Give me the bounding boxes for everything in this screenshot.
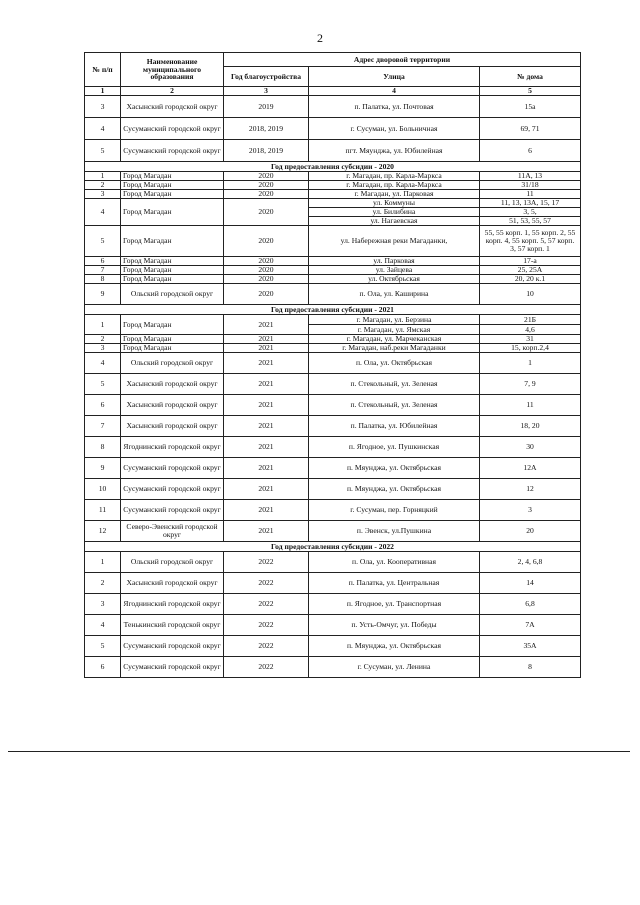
table-row <box>85 199 581 208</box>
row-number: 9 <box>85 458 121 479</box>
municipality: Город Магадан <box>121 257 224 266</box>
index-cell: 5 <box>480 87 581 96</box>
house-number: 4,6 <box>480 325 581 335</box>
house-number: 11А, 13 <box>480 172 581 181</box>
improvement-year: 2020 <box>224 181 309 190</box>
municipality: Сусуманский городской округ <box>121 458 224 479</box>
header-num: № п/п <box>85 53 121 87</box>
table-row <box>85 437 581 458</box>
table-row <box>85 344 581 353</box>
row-number: 6 <box>85 657 121 678</box>
house-number: 2, 4, 6,8 <box>480 552 581 573</box>
house-number: 7А <box>480 615 581 636</box>
row-number: 5 <box>85 226 121 257</box>
improvement-year: 2021 <box>224 500 309 521</box>
house-number: 7, 9 <box>480 374 581 395</box>
street: п. Палатка, ул. Почтовая <box>309 96 480 118</box>
row-number: 4 <box>85 615 121 636</box>
house-number: 30 <box>480 437 581 458</box>
street: п. Мяунджа, ул. Октябрьская <box>309 458 480 479</box>
municipality: Сусуманский городской округ <box>121 140 224 162</box>
header-street: Улица <box>309 67 480 87</box>
improvement-year: 2021 <box>224 458 309 479</box>
page-number: 2 <box>317 31 323 45</box>
house-number: 25, 25А <box>480 266 581 275</box>
table-row <box>85 190 581 199</box>
street: ул. Парковая <box>309 257 480 266</box>
row-number: 4 <box>85 118 121 140</box>
house-number: 14 <box>480 573 581 594</box>
table-row <box>85 573 581 594</box>
municipality: Ягоднинский городской округ <box>121 437 224 458</box>
municipality: Хасынский городской округ <box>121 416 224 437</box>
row-number: 3 <box>85 344 121 353</box>
header-year: Год благоустройства <box>224 67 309 87</box>
street: п. Ягодное, ул. Пушкинская <box>309 437 480 458</box>
improvement-year: 2020 <box>224 190 309 199</box>
municipality: Ольский городской округ <box>121 284 224 305</box>
house-number: 12 <box>480 479 581 500</box>
municipality: Город Магадан <box>121 266 224 275</box>
house-number: 20, 20 к.1 <box>480 275 581 284</box>
improvement-year: 2021 <box>224 374 309 395</box>
row-number: 5 <box>85 374 121 395</box>
row-number: 3 <box>85 190 121 199</box>
index-cell: 3 <box>224 87 309 96</box>
street: п. Ягодное, ул. Транспортная <box>309 594 480 615</box>
section-row <box>85 162 581 172</box>
improvement-year: 2020 <box>224 257 309 266</box>
table-row <box>85 226 581 257</box>
street: п. Стекольный, ул. Зеленая <box>309 374 480 395</box>
improvement-year: 2019 <box>224 96 309 118</box>
improvement-year: 2021 <box>224 315 309 335</box>
street: г. Сусуман, пер. Горняцкий <box>309 500 480 521</box>
improvement-year: 2021 <box>224 395 309 416</box>
municipality: Хасынский городской округ <box>121 573 224 594</box>
street: г. Магадан, пр. Карла-Маркса <box>309 172 480 181</box>
table-row <box>85 118 581 140</box>
improvement-year: 2021 <box>224 344 309 353</box>
street: ул. Набережная реки Магаданки, <box>309 226 480 257</box>
house-number: 35А <box>480 636 581 657</box>
house-number: 8 <box>480 657 581 678</box>
section-title: Год предоставления субсидии - 2020 <box>85 162 581 172</box>
table-row <box>85 458 581 479</box>
house-number: 15, корп.2,4 <box>480 344 581 353</box>
row-number: 5 <box>85 140 121 162</box>
street: г. Магадан, наб.реки Магаданки <box>309 344 480 353</box>
house-number: 31 <box>480 335 581 344</box>
street: п. Эвенск, ул.Пушкина <box>309 521 480 542</box>
street: п. Стекольный, ул. Зеленая <box>309 395 480 416</box>
municipality: Город Магадан <box>121 181 224 190</box>
street: г. Магадан, ул. Берзина <box>309 315 480 325</box>
municipality: Сусуманский городской округ <box>121 636 224 657</box>
index-cell: 1 <box>85 87 121 96</box>
row-number: 3 <box>85 594 121 615</box>
street: г. Магадан, ул. Парковая <box>309 190 480 199</box>
table-row <box>85 416 581 437</box>
street: ул. Октябрьская <box>309 275 480 284</box>
table-row <box>85 615 581 636</box>
municipality: Город Магадан <box>121 190 224 199</box>
municipality: Сусуманский городской округ <box>121 657 224 678</box>
row-number: 5 <box>85 636 121 657</box>
municipality: Город Магадан <box>121 315 224 335</box>
street: г. Сусуман, ул. Больничная <box>309 118 480 140</box>
table-row <box>85 96 581 118</box>
improvement-year: 2018, 2019 <box>224 118 309 140</box>
street: п. Усть-Омчуг, ул. Победы <box>309 615 480 636</box>
improvement-year: 2020 <box>224 226 309 257</box>
municipality: Хасынский городской округ <box>121 395 224 416</box>
row-number: 7 <box>85 266 121 275</box>
municipality: Сусуманский городской округ <box>121 118 224 140</box>
municipality: Хасынский городской округ <box>121 374 224 395</box>
house-number: 31/18 <box>480 181 581 190</box>
improvement-year: 2020 <box>224 266 309 275</box>
street: ул. Нагаевская <box>309 217 480 226</box>
header-house: № дома <box>480 67 581 87</box>
table-row <box>85 275 581 284</box>
row-number: 8 <box>85 437 121 458</box>
improvement-year: 2021 <box>224 437 309 458</box>
house-number: 17-а <box>480 257 581 266</box>
street: п. Мяунджа, ул. Октябрьская <box>309 479 480 500</box>
section-title: Год предоставления субсидии - 2022 <box>85 542 581 552</box>
table-row <box>85 353 581 374</box>
improvement-year: 2020 <box>224 284 309 305</box>
house-number: 10 <box>480 284 581 305</box>
house-number: 15а <box>480 96 581 118</box>
municipality: Сусуманский городской округ <box>121 500 224 521</box>
row-number: 10 <box>85 479 121 500</box>
street: ул. Зайцева <box>309 266 480 275</box>
street: ул. Билибина <box>309 208 480 217</box>
table-row <box>85 140 581 162</box>
house-number: 3 <box>480 500 581 521</box>
improvement-year: 2020 <box>224 199 309 226</box>
improvement-year: 2022 <box>224 615 309 636</box>
table-row <box>85 257 581 266</box>
table-row <box>85 657 581 678</box>
house-number: 12А <box>480 458 581 479</box>
street: п. Палатка, ул. Центральная <box>309 573 480 594</box>
house-number: 1 <box>480 353 581 374</box>
table-row <box>85 395 581 416</box>
house-number: 55, 55 корп. 1, 55 корп. 2, 55 корп. 4, 55 корп. 5, 57 корп. 3, 57 корп. 1 <box>480 226 581 257</box>
header-address: Адрес дворовой территории <box>224 53 581 67</box>
municipality: Северо-Эвенский городской округ <box>121 521 224 542</box>
house-number: 11 <box>480 190 581 199</box>
street: п. Мяунджа, ул. Октябрьская <box>309 636 480 657</box>
table-row <box>85 335 581 344</box>
house-number: 11 <box>480 395 581 416</box>
street: г. Магадан, пр. Карла-Маркса <box>309 181 480 190</box>
section-title: Год предоставления субсидии - 2021 <box>85 305 581 315</box>
table-row <box>85 266 581 275</box>
row-number: 4 <box>85 199 121 226</box>
house-number: 18, 20 <box>480 416 581 437</box>
municipality: Хасынский городской округ <box>121 96 224 118</box>
row-number: 1 <box>85 172 121 181</box>
improvement-year: 2021 <box>224 416 309 437</box>
row-number: 1 <box>85 552 121 573</box>
street: г. Сусуман, ул. Ленина <box>309 657 480 678</box>
municipality: Город Магадан <box>121 335 224 344</box>
section-row <box>85 542 581 552</box>
house-number: 3, 5, <box>480 208 581 217</box>
improvement-year: 2021 <box>224 479 309 500</box>
house-number: 6 <box>480 140 581 162</box>
improvement-year: 2018, 2019 <box>224 140 309 162</box>
improvement-year: 2020 <box>224 275 309 284</box>
improvement-year: 2022 <box>224 552 309 573</box>
street: п. Ола, ул. Кооперативная <box>309 552 480 573</box>
row-number: 3 <box>85 96 121 118</box>
row-number: 2 <box>85 573 121 594</box>
section-row <box>85 305 581 315</box>
municipality: Ягоднинский городской округ <box>121 594 224 615</box>
improvement-year: 2020 <box>224 172 309 181</box>
municipality: Город Магадан <box>121 275 224 284</box>
house-number: 20 <box>480 521 581 542</box>
row-number: 7 <box>85 416 121 437</box>
improvement-year: 2021 <box>224 353 309 374</box>
municipality: Ольский городской округ <box>121 552 224 573</box>
table-row <box>85 594 581 615</box>
municipality: Город Магадан <box>121 199 224 226</box>
courtyard-addresses-table <box>84 52 581 678</box>
table-row <box>85 172 581 181</box>
street: ул. Коммуны <box>309 199 480 208</box>
row-number: 2 <box>85 181 121 190</box>
street: г. Магадан, ул. Ямская <box>309 325 480 335</box>
row-number: 4 <box>85 353 121 374</box>
header-municipality: Наименование муниципального образования <box>121 53 224 87</box>
street: п. Ола, ул. Октябрьская <box>309 353 480 374</box>
table-row <box>85 636 581 657</box>
row-number: 1 <box>85 315 121 335</box>
index-cell: 4 <box>309 87 480 96</box>
house-number: 21Б <box>480 315 581 325</box>
table-row <box>85 500 581 521</box>
street: г. Магадан, ул. Марчеканская <box>309 335 480 344</box>
house-number: 51, 53, 55, 57 <box>480 217 581 226</box>
row-number: 2 <box>85 335 121 344</box>
row-number: 12 <box>85 521 121 542</box>
improvement-year: 2022 <box>224 657 309 678</box>
row-number: 6 <box>85 257 121 266</box>
municipality: Сусуманский городской округ <box>121 479 224 500</box>
bottom-rule <box>8 751 630 752</box>
table-row <box>85 374 581 395</box>
street: п. Ола, ул. Каширина <box>309 284 480 305</box>
municipality: Город Магадан <box>121 172 224 181</box>
table-row <box>85 284 581 305</box>
municipality: Город Магадан <box>121 226 224 257</box>
table-row <box>85 552 581 573</box>
municipality: Город Магадан <box>121 344 224 353</box>
street: п. Палатка, ул. Юбилейная <box>309 416 480 437</box>
street: пгт. Мяунджа, ул. Юбилейная <box>309 140 480 162</box>
row-number: 9 <box>85 284 121 305</box>
improvement-year: 2022 <box>224 594 309 615</box>
improvement-year: 2021 <box>224 335 309 344</box>
improvement-year: 2022 <box>224 573 309 594</box>
improvement-year: 2021 <box>224 521 309 542</box>
table-row <box>85 181 581 190</box>
row-number: 6 <box>85 395 121 416</box>
index-cell: 2 <box>121 87 224 96</box>
house-number: 11, 13, 13А, 15, 17 <box>480 199 581 208</box>
house-number: 6,8 <box>480 594 581 615</box>
municipality: Ольский городской округ <box>121 353 224 374</box>
table-row <box>85 479 581 500</box>
municipality: Тенькинский городской округ <box>121 615 224 636</box>
table-row <box>85 315 581 325</box>
table-row <box>85 521 581 542</box>
row-number: 8 <box>85 275 121 284</box>
improvement-year: 2022 <box>224 636 309 657</box>
row-number: 11 <box>85 500 121 521</box>
house-number: 69, 71 <box>480 118 581 140</box>
